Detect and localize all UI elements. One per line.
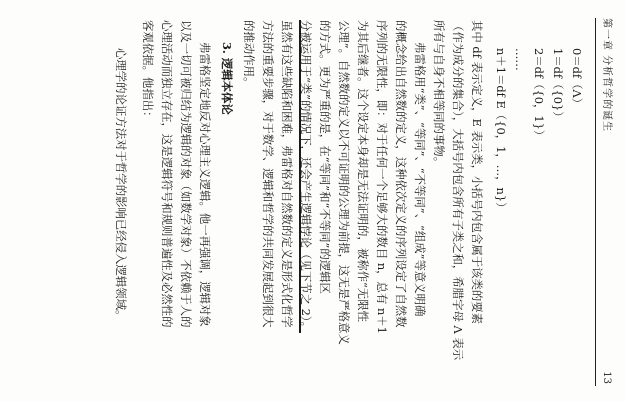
text-line: 公理”。自然数的定义以不可证明的公理为前提，这无是严格意义 [337, 20, 351, 345]
page-number: 13 [601, 371, 612, 384]
running-title: 第一章 分析哲学的诞生 [601, 18, 612, 133]
text-line: 客观依据。他指出： [141, 20, 155, 123]
formula-line: 2＝df（{0，1}） [532, 48, 546, 142]
text-line: 方法的重要步骤，对于数学、逻辑和哲学的共同发展起到很大 [261, 20, 275, 328]
text-line: 其中 df 表示定义，E 表示类，小括号内包含属于该类的要素 [470, 20, 484, 325]
formula-line: 0＝df（Λ） [570, 48, 584, 110]
text-line: 序列的无限性，即：对于任何一个足够大的数目 n，总有 n＋1 [375, 20, 389, 334]
text-line: 为其后继者。这个设定本身却是无法证明的，被称作“无限性 [356, 20, 370, 322]
formula-ellipsis: …… [513, 48, 527, 71]
underlined-text-line: 分被运用于“类”的情况下，还会产生逻辑悖论（见下节之 2）。 [299, 20, 313, 333]
text-line: 弗雷格坚定地反对心理主义逻辑。他一再强调，逻辑对象 [198, 42, 212, 327]
text-line: 以及一切可被归结为逻辑的对象（如数学对象）不依赖于人的 [179, 20, 193, 328]
text-line: 弗雷格用“类”、“等同”、“不等同”、“组成”等意义明确 [413, 42, 427, 317]
formula-line: 1＝df（{0}） [551, 48, 565, 123]
text-line: 的概念给出自然数的定义，这种依次定义的序列设定了自然数 [394, 20, 408, 328]
text-line: 心理活动而独立存在，这是逻辑符号和规则普遍性及必然性的 [160, 20, 174, 328]
running-header [595, 18, 614, 386]
text-line: 所有与自身不相等同的事物。 [432, 20, 446, 169]
formula-line: n＋1＝df E（{0，1，…，n}） [494, 48, 508, 214]
quote-line: 心理学的论证方法对于哲学的影响已经侵入逻辑领域。 [114, 48, 128, 322]
text-line: 的方式。更为严重的是，在“等同”和“不等同”的逻辑区 [318, 20, 332, 294]
text-line: 虽然有这些缺陷和困难，弗雷格对自然数的定义是形式化哲学 [280, 20, 294, 328]
section-heading: 3. 逻辑本体论 [220, 42, 234, 115]
page-body [6, 20, 586, 382]
text-line: 的推动作用。 [242, 20, 256, 89]
text-line: （作为成分的集合），大括号内包含所有子类之和，希腊字母 Λ 表示 [451, 20, 465, 361]
